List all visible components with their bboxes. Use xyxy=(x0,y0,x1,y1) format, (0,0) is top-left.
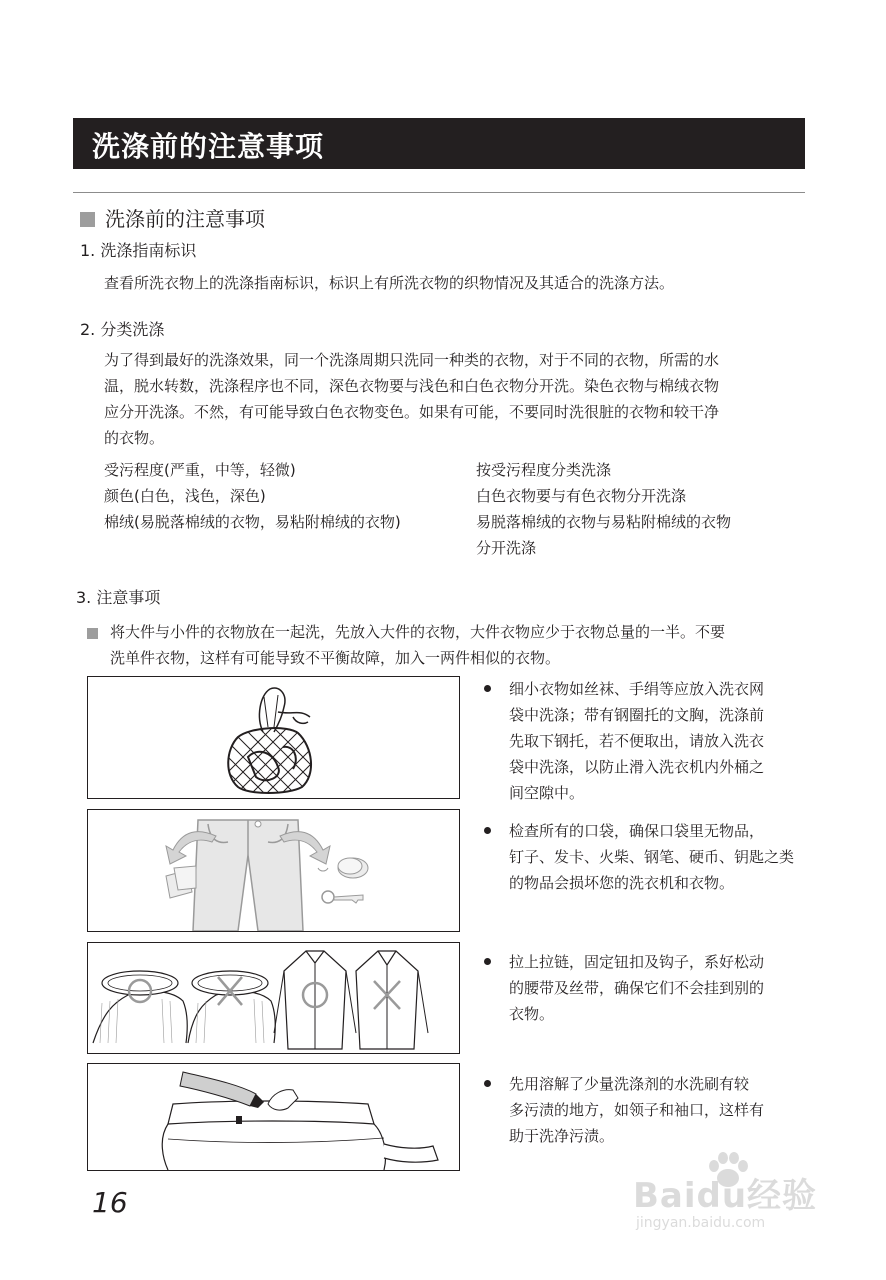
page-title: 洗涤前的注意事项 xyxy=(92,130,325,163)
tip-line: 袋中洗涤；带有钢圈托的文胸，洗涤前 xyxy=(509,706,765,724)
item2-body-line: 为了得到最好的洗涤效果，同一个洗涤周期只洗同一种类的衣物，对于不同的衣物，所需的水 xyxy=(104,351,720,369)
item2-body-line: 应分开洗涤。不然，有可能导致白色衣物变色。如果有可能，不要同时洗很脏的衣物和较干净 xyxy=(104,403,720,421)
watermark xyxy=(630,1150,830,1240)
item3-note-line: 将大件与小件的衣物放在一起洗，先放入大件的衣物，大件衣物应少于衣物总量的一半。不要 xyxy=(110,623,726,641)
sort-table-right: 按受污程度分类洗涤 xyxy=(476,461,612,479)
tip-line: 的腰带及丝带，确保它们不会挂到别的 xyxy=(509,979,765,997)
sort-table-left: 颜色(白色，浅色，深色) xyxy=(104,487,266,505)
item2-body xyxy=(104,347,794,451)
tip-line: 多污渍的地方，如领子和袖口，这样有 xyxy=(509,1101,765,1119)
square-bullet-icon xyxy=(80,212,95,227)
item2-body-line: 的衣物。 xyxy=(104,429,165,447)
tip-line: 细小衣物如丝袜、手绢等应放入洗衣网 xyxy=(509,680,765,698)
bullet-icon xyxy=(484,1080,491,1087)
bullet-icon xyxy=(484,958,491,965)
section-heading xyxy=(80,203,265,232)
tip-line: 助于洗净污渍。 xyxy=(509,1127,615,1145)
sort-table-left: 棉绒(易脱落棉绒的衣物，易粘附棉绒的衣物) xyxy=(104,513,401,531)
item1-body: 查看所洗衣物上的洗涤指南标识，标识上有所洗衣物的织物情况及其适合的洗涤方法。 xyxy=(104,274,675,292)
item1-heading: 1. 洗涤指南标识 xyxy=(80,241,197,260)
tip-line: 的物品会损坏您的洗衣机和衣物。 xyxy=(509,874,735,892)
watermark-brand: Baidu经验 xyxy=(633,1176,818,1216)
divider xyxy=(73,192,805,193)
bullet-icon xyxy=(484,685,491,692)
tip-line: 间空隙中。 xyxy=(509,784,585,802)
laundry-net-illustration xyxy=(87,676,460,799)
tip-line: 拉上拉链，固定钮扣及钩子，系好松动 xyxy=(509,953,765,971)
tip-line: 袋中洗涤，以防止滑入洗衣机内外桶之 xyxy=(509,758,765,776)
section-title: 洗涤前的注意事项 xyxy=(105,207,265,231)
item2-heading: 2. 分类洗涤 xyxy=(80,320,165,339)
tip-line: 检查所有的口袋，确保口袋里无物品， xyxy=(509,822,765,840)
page-title-bar xyxy=(73,118,805,169)
item2-body-line: 温，脱水转数，洗涤程序也不同，深色衣物要与浅色和白色衣物分开洗。染色衣物与棉绒衣物 xyxy=(104,377,720,395)
tip-line: 钉子、发卡、火柴、钢笔、硬币、钥匙之类 xyxy=(509,848,795,866)
pretreat-stains-illustration xyxy=(87,1063,460,1171)
item3-heading: 3. 注意事项 xyxy=(76,588,161,607)
tip-line: 衣物。 xyxy=(509,1005,555,1023)
fasten-garments-illustration xyxy=(87,942,460,1054)
sort-table-right: 分开洗涤 xyxy=(476,539,537,557)
sort-table-right: 白色衣物要与有色衣物分开洗涤 xyxy=(476,487,687,505)
sort-table-left: 受污程度(严重，中等，轻微) xyxy=(104,461,296,479)
page-number: 16 xyxy=(92,1186,128,1219)
item3-note-line: 洗单件衣物，这样有可能导致不平衡故障，加入一两件相似的衣物。 xyxy=(110,649,561,667)
bullet-icon xyxy=(484,827,491,834)
tip-line: 先用溶解了少量洗涤剂的水洗刷有较 xyxy=(509,1075,750,1093)
sort-table-right: 易脱落棉绒的衣物与易粘附棉绒的衣物 xyxy=(476,513,732,531)
square-bullet-icon xyxy=(87,628,98,639)
tip-line: 先取下钢托，若不便取出，请放入洗衣 xyxy=(509,732,765,750)
check-pockets-illustration xyxy=(87,809,460,932)
watermark-url: jingyan.baidu.com xyxy=(636,1215,766,1231)
